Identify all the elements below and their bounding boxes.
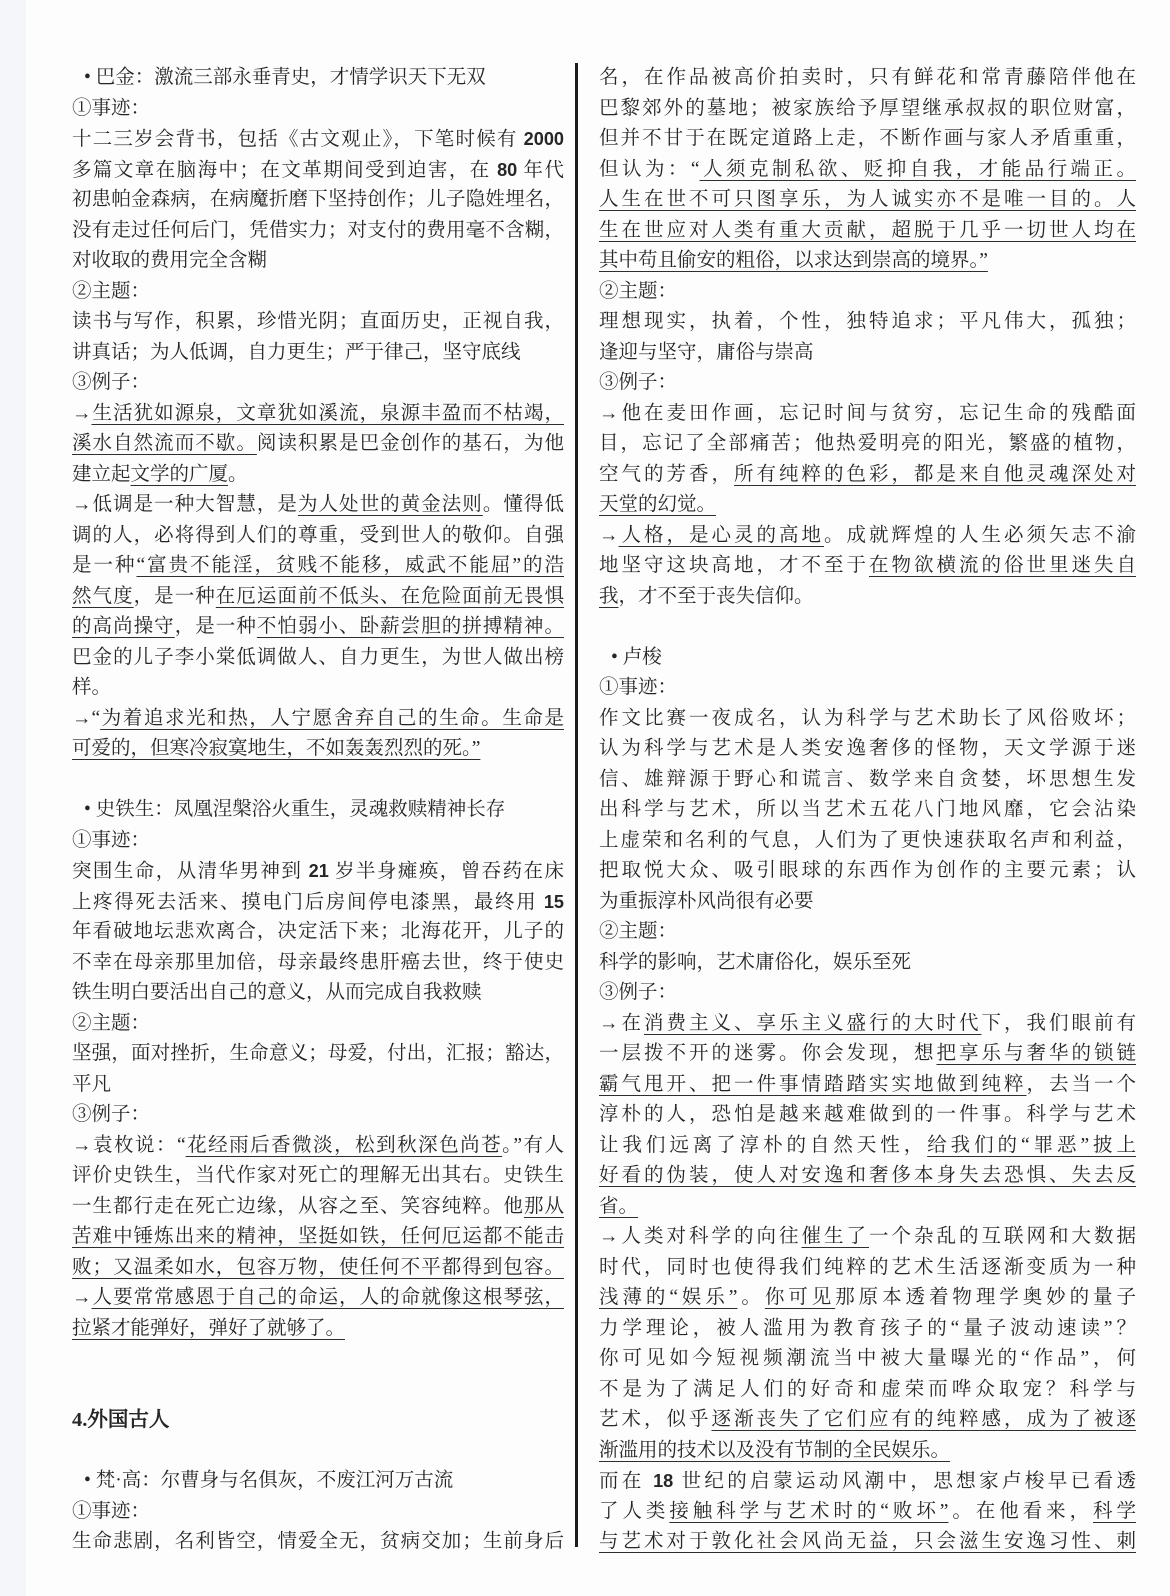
- text-segment: 15: [543, 891, 564, 912]
- text-line: [72, 155, 564, 186]
- text-segment: 年代: [517, 159, 564, 181]
- text-segment: 样。: [72, 677, 112, 698]
- underlined-text: 的高尚操守: [72, 616, 175, 637]
- text-line: [599, 734, 1136, 765]
- text-line: [599, 399, 1136, 430]
- text-line: [599, 94, 1136, 125]
- text-segment: 力学理论，被人滥用为教育孩子的“量子波动速读”？: [599, 1317, 1136, 1339]
- text-line: [72, 216, 564, 247]
- text-line: [599, 1466, 1136, 1497]
- text-segment: 把取悦大众、吸引眼球的东西作为创作的主要元素；认: [599, 860, 1136, 881]
- text-segment: →在: [599, 1012, 644, 1034]
- text-segment: 上虚荣和名利的气息，人们为了更快速获取名声和利益，: [599, 829, 1136, 851]
- text-line: [599, 1405, 1136, 1436]
- text-line: [72, 521, 564, 552]
- underlined-text: 为着追求光和热，人宁愿舍弃自己的生命。生命是: [100, 707, 564, 729]
- text-line: [599, 1100, 1136, 1131]
- left-text-column: [72, 63, 564, 1558]
- text-segment: 不幸在母亲那里加倍，母亲最终患肝癌去世，终于使史: [72, 951, 564, 973]
- text-segment: ②主题：: [72, 280, 151, 302]
- blank-line: [72, 1344, 564, 1375]
- text-line: [599, 917, 1136, 948]
- text-line: [599, 490, 1136, 521]
- text-line: [72, 307, 564, 338]
- text-line: [72, 1131, 564, 1162]
- text-segment: 坚强，面对挫折，生命意义；母爱，付出，汇报；豁达，: [72, 1043, 564, 1064]
- text-line: [599, 704, 1136, 735]
- text-line: [72, 551, 564, 582]
- text-line: [599, 246, 1136, 277]
- text-segment: ①事迹：: [599, 677, 678, 698]
- text-segment: →: [72, 1287, 92, 1308]
- text-line: [599, 63, 1136, 94]
- text-segment: 巴金的儿子李小棠低调做人、自力更生，为世人做出榜: [72, 646, 564, 668]
- text-line: [72, 1070, 564, 1101]
- text-segment: 世纪的启蒙运动风潮中，思想家卢梭早已看透: [673, 1471, 1136, 1492]
- text-segment: 一生都行走在死亡边缘，从容之至、笑容纯粹。他: [72, 1195, 524, 1217]
- text-line: [599, 1253, 1136, 1284]
- text-segment: ②主题：: [599, 921, 678, 942]
- text-line: [72, 948, 564, 979]
- text-segment: ①事迹：: [72, 1500, 151, 1522]
- text-segment: 艺术，似乎: [599, 1409, 712, 1430]
- text-segment: 上疼得死去活来、摸电门后房间停电漆黑，最终用: [72, 891, 544, 913]
- text-segment: 。: [737, 1287, 765, 1308]
- text-segment: →: [599, 524, 619, 546]
- text-segment: ，是一种: [133, 585, 216, 607]
- underlined-text: 溪水自然流而不歇。: [72, 433, 257, 454]
- text-segment: 一层拨不开的迷雾。你会发现，想: [599, 1043, 937, 1064]
- text-line: [599, 856, 1136, 887]
- text-segment: • 卢梭: [611, 646, 662, 668]
- text-segment: 十二三岁会背书，包括《古文观止》，下笔时候有: [72, 129, 524, 150]
- text-segment: 为重振淳朴风尚很有必要: [599, 890, 814, 912]
- text-segment: ③例子：: [599, 372, 678, 393]
- text-line: [599, 338, 1136, 369]
- text-line: [72, 826, 564, 857]
- text-line: [72, 1222, 564, 1253]
- text-line: [599, 155, 1136, 186]
- underlined-text: 霸气甩开、把一件事情踏踏实实地做到纯粹: [599, 1073, 1027, 1095]
- text-line: [72, 1405, 564, 1436]
- text-line: [599, 1283, 1136, 1314]
- text-line: [599, 551, 1136, 582]
- underlined-text: 你可见: [764, 1287, 836, 1308]
- text-segment: 建立起: [72, 463, 131, 485]
- text-segment: ③例子：: [599, 982, 678, 1003]
- text-segment: 时代，同时也使得我们纯粹的艺术生活逐渐变质为一种: [599, 1256, 1136, 1278]
- right-text-column: [599, 63, 1136, 1558]
- text-line: [599, 429, 1136, 460]
- underlined-text: 省。: [599, 1195, 639, 1217]
- text-segment: 出科学与艺术，所以当艺术五花八门地风靡，它会沾染: [599, 799, 1136, 820]
- text-segment: →低调是一种大智慧，是: [72, 494, 298, 515]
- text-line: [72, 338, 564, 369]
- text-line: [72, 1466, 564, 1497]
- text-line: [599, 1070, 1136, 1101]
- text-line: [72, 978, 564, 1009]
- text-segment: 目，忘记了全部痛苦；他热爱明亮的阳光，繁盛的植物，: [599, 433, 1136, 454]
- text-segment: 不是为了满足人们的好奇和虚荣而哗众取宠？科学与: [599, 1378, 1136, 1400]
- text-segment: →“: [72, 707, 101, 729]
- text-segment: 。”有人: [502, 1134, 564, 1156]
- text-segment: ③例子：: [72, 372, 151, 393]
- text-line: [599, 368, 1136, 399]
- text-line: [72, 1039, 564, 1070]
- text-segment: 生命悲剧，名利皆空，情爱全无，贫病交加；生前身后: [72, 1531, 564, 1552]
- text-line: [599, 948, 1136, 979]
- underlined-text: 消费主义、享乐主义盛行的大时代: [644, 1012, 982, 1034]
- text-line: [72, 94, 564, 125]
- text-segment: 2000: [523, 129, 564, 149]
- text-segment: ②主题：: [599, 280, 678, 302]
- text-segment: 突围生命，从清华男神到: [72, 861, 309, 882]
- text-line: [72, 612, 564, 643]
- underlined-text: 不怕弱小、卧薪尝胆的拼搏精神。: [256, 616, 564, 637]
- text-line: [72, 1192, 564, 1223]
- underlined-text: 浅薄的“娱乐”: [599, 1287, 738, 1308]
- text-line: [72, 63, 564, 94]
- underlined-text: 在物欲横流的俗世里迷失自: [868, 555, 1136, 576]
- text-line: [599, 1344, 1136, 1375]
- text-line: [599, 185, 1136, 216]
- text-line: [599, 978, 1136, 1009]
- underlined-text: 可爱的，但寒冷寂寞地生，不如轰轰烈烈的死。”: [72, 738, 481, 759]
- page-edge-strip: [0, 0, 26, 1596]
- text-line: [72, 856, 564, 887]
- text-line: [599, 826, 1136, 857]
- underlined-text: 渐滥用的技术以及没有节制的全民娱乐。: [599, 1439, 951, 1461]
- text-segment: 。懂得低: [482, 494, 564, 515]
- underlined-text: 文学的广厦: [130, 463, 229, 485]
- text-segment: 认为科学与艺术是人类安逸奢侈的怪物，天文学源于迷: [599, 738, 1136, 759]
- text-segment: 年看破地坛悲欢离合，决定活下来；北海花开，儿子的: [72, 921, 564, 942]
- text-line: [599, 1161, 1136, 1192]
- text-line: [72, 1100, 564, 1131]
- text-line: [599, 1131, 1136, 1162]
- text-segment: 没有走过任何后门，凭借实力；对支付的费用毫不含糊，: [72, 219, 564, 241]
- underlined-text: 然气度: [72, 585, 134, 607]
- text-segment: 。在他看来，: [948, 1500, 1094, 1522]
- text-segment: 了人类: [599, 1500, 670, 1522]
- underlined-text: 所有纯粹的色彩，都是来自他灵魂深处对: [734, 463, 1136, 485]
- text-line: [72, 1283, 564, 1314]
- text-line: [72, 429, 564, 460]
- underlined-text: 人须克制私欲、贬抑自我，才能品行端正。: [699, 158, 1136, 180]
- text-line: [72, 490, 564, 521]
- text-segment: 巴黎郊外的墓地；被家族给予厚望继承叔叔的职位财富，: [599, 97, 1136, 119]
- text-segment: 那原本透着物理学奥妙的量子: [835, 1287, 1136, 1308]
- underlined-text: 把享乐与奢华的锁链: [936, 1043, 1136, 1064]
- text-line: [599, 1009, 1136, 1040]
- text-segment: →: [72, 402, 92, 424]
- underlined-text: 我: [599, 585, 619, 607]
- text-line: [72, 704, 564, 735]
- underlined-text: 人格，是心灵的高地: [618, 524, 824, 546]
- text-segment: →他在麦田作画，忘记时间与贫穷，忘记生命的残酷面: [599, 402, 1136, 424]
- blank-line: [72, 1375, 564, 1406]
- text-segment: 讲真话；为人低调，自力更生；严于律己，坚守底线: [72, 341, 521, 363]
- text-segment: ①事迹：: [72, 97, 151, 119]
- text-line: [72, 582, 564, 613]
- text-line: [599, 521, 1136, 552]
- text-line: [599, 277, 1136, 308]
- underlined-text: 人要常常感恩于自己的命运，人的命就像这根琴弦，: [91, 1287, 564, 1308]
- blank-line: [599, 612, 1136, 643]
- text-line: [72, 1314, 564, 1345]
- text-segment: ，去当一个: [1026, 1073, 1136, 1095]
- text-line: [72, 673, 564, 704]
- underlined-text: 与艺术对于敦化社会风尚无益，只会滋生安逸习性、刺: [599, 1531, 1136, 1552]
- text-segment: 对收取的费用完全含糊: [72, 250, 268, 271]
- text-segment: 逢迎与坚守，庸俗与崇高: [599, 341, 814, 363]
- underlined-text: “富贵不能淫，贫贱不能移，威武不能屈”的浩: [136, 555, 564, 576]
- text-line: [72, 277, 564, 308]
- text-segment: 。: [228, 463, 248, 485]
- text-line: [599, 1222, 1136, 1253]
- column-divider: [575, 63, 578, 1547]
- text-line: [599, 460, 1136, 491]
- text-line: [599, 795, 1136, 826]
- text-segment: 调的人，必将得到人们的尊重，受到世人的敬仰。自强: [72, 524, 564, 546]
- text-segment: 但并不甘于在既定道路上走，不断作画与家人矛盾重重，: [599, 128, 1136, 149]
- text-segment: 科学的影响，艺术庸俗化，娱乐至死: [599, 951, 912, 973]
- text-segment: 但认为：“: [599, 158, 700, 180]
- text-segment: 下，我们眼前有: [981, 1012, 1136, 1034]
- blank-line: [72, 765, 564, 796]
- underlined-text: 逐渐丧失了它们应有的纯粹感，成为了被逐: [711, 1409, 1136, 1430]
- text-line: [599, 1192, 1136, 1223]
- text-line: [72, 1497, 564, 1528]
- underlined-text: 败；又温柔如水，包容万物，使任何不平都得到包容。: [72, 1256, 564, 1278]
- text-line: [599, 216, 1136, 247]
- underlined-text: 花经雨后香微淡，松到秋深色尚苍: [185, 1134, 503, 1156]
- text-segment: 初患帕金森病，在病魔折磨下坚持创作；儿子隐姓埋名，: [72, 189, 564, 210]
- text-line: [599, 582, 1136, 613]
- text-segment: ②主题：: [72, 1012, 151, 1034]
- text-segment: 18: [653, 1471, 674, 1491]
- text-segment: 地坚守这块高地，才不至于: [599, 555, 869, 576]
- text-segment: ①事迹：: [72, 829, 151, 851]
- text-line: [72, 917, 564, 948]
- text-segment: ，是一种: [174, 616, 257, 637]
- text-segment: 让我们远离了淳朴的自然天性，: [599, 1134, 928, 1156]
- underlined-text: 生活犹如源泉，文章犹如溪流，泉源丰盈而不枯竭，: [91, 402, 564, 424]
- text-line: [599, 307, 1136, 338]
- text-line: [72, 1527, 564, 1558]
- underlined-text: 给我们的“罪恶”披上: [927, 1134, 1136, 1156]
- text-line: [599, 1527, 1136, 1558]
- text-line: [599, 673, 1136, 704]
- text-segment: 作文比赛一夜成名，认为科学与艺术助长了风俗败坏；: [599, 707, 1136, 729]
- text-segment: 。成就辉煌的人生必须矢志不渝: [824, 524, 1136, 546]
- text-line: [72, 185, 564, 216]
- underlined-text: 苦难中锤炼出来的精神，坚挺如铁，任何厄运都不能击: [72, 1226, 564, 1247]
- text-line: [599, 124, 1136, 155]
- text-segment: ③例子：: [72, 1104, 151, 1125]
- text-segment: 理想现实，执着，个性，独特追求；平凡伟大，孤独；: [599, 311, 1136, 332]
- underlined-text: 科学: [1093, 1500, 1136, 1522]
- text-segment: • 史铁生：凤凰涅槃浴火重生，灵魂救赎精神长存: [84, 799, 506, 820]
- text-line: [72, 795, 564, 826]
- text-segment: 而在: [599, 1471, 654, 1492]
- underlined-text: 好看的伪装，使人对安逸和奢侈本身失去恐惧、失去反: [599, 1165, 1136, 1186]
- text-segment: • 巴金：激流三部永垂青史，才情学识天下无双: [84, 67, 486, 88]
- underlined-text: 为人处世的黄金法则: [297, 494, 483, 515]
- underlined-text: 其中苟且偷安的粗俗，以求达到崇高的境界。”: [599, 250, 988, 271]
- underlined-text: 生在世应对人类有重大贡献，超脱于几乎一切世人均在: [599, 219, 1136, 241]
- text-segment: 淳朴的人，恐怕是越来越难做到的一件事。科学与艺术: [599, 1104, 1136, 1125]
- underlined-text: 在厄运面前不低头、在危险面前无畏惧: [215, 585, 564, 607]
- text-line: [599, 1436, 1136, 1467]
- underlined-text: 拉紧才能弹好，弹好了就够了。: [72, 1317, 346, 1339]
- text-segment: 信、雄辩源于野心和谎言、数学来自贪婪，坏思想生发: [599, 768, 1136, 790]
- text-segment: →袁枚说：“: [72, 1134, 186, 1156]
- text-segment: 铁生明白要活出自己的意义，从而完成自我救赎: [72, 982, 482, 1003]
- text-segment: 80: [497, 159, 518, 180]
- text-segment: 阅读积累是巴金创作的基石，为他: [256, 433, 564, 454]
- text-segment: →人类对科学的向往: [599, 1226, 802, 1247]
- text-line: [72, 460, 564, 491]
- underlined-text: 天堂的幻觉。: [599, 494, 717, 515]
- text-segment: 你可见如今短视频潮流当中被大量曝光的“作品”，何: [599, 1348, 1136, 1369]
- text-line: [599, 1314, 1136, 1345]
- text-segment: 多篇文章在脑海中；在文革期间受到迫害，在: [72, 159, 498, 181]
- text-segment: 读书与写作，积累，珍惜光阴；直面历史，正视自我，: [72, 311, 564, 332]
- text-segment: 岁半身瘫痪，曾吞药在床: [328, 861, 564, 882]
- text-segment: 空气的芳香，: [599, 463, 734, 485]
- blank-line: [72, 1436, 564, 1467]
- underlined-text: 那从: [523, 1195, 564, 1217]
- text-line: [72, 124, 564, 155]
- text-segment: 平凡: [72, 1073, 112, 1095]
- underlined-text: 人生在世不可只图享乐，为人诚实亦不是唯一目的。人: [599, 189, 1136, 210]
- text-line: [72, 1161, 564, 1192]
- text-segment: 一个杂乱的互联网和大数据: [868, 1226, 1136, 1247]
- text-line: [599, 887, 1136, 918]
- text-line: [72, 734, 564, 765]
- text-line: [72, 1009, 564, 1040]
- text-line: [72, 246, 564, 277]
- text-segment: 名，在作品被高价拍卖时，只有鲜花和常青藤陪伴他在: [599, 67, 1136, 88]
- text-segment: ，才不至于丧失信仰。: [618, 585, 814, 607]
- text-line: [599, 765, 1136, 796]
- text-line: [72, 368, 564, 399]
- underlined-text: 接触科学与艺术时的“败坏”: [669, 1500, 949, 1522]
- underlined-text: 催生了: [801, 1226, 869, 1247]
- text-line: [599, 1039, 1136, 1070]
- text-line: [72, 643, 564, 674]
- text-segment: 4.外国古人: [72, 1409, 170, 1431]
- text-line: [72, 1253, 564, 1284]
- text-segment: 评价史铁生，当代作家对死亡的理解无出其右。史铁生: [72, 1165, 564, 1186]
- text-line: [599, 643, 1136, 674]
- text-segment: • 梵·高：尔曹身与名俱灰，不废江河万古流: [84, 1470, 454, 1491]
- text-line: [72, 887, 564, 918]
- text-line: [599, 1497, 1136, 1528]
- text-line: [72, 399, 564, 430]
- text-segment: 是一种: [72, 555, 137, 576]
- text-line: [599, 1375, 1136, 1406]
- text-segment: 21: [308, 861, 329, 881]
